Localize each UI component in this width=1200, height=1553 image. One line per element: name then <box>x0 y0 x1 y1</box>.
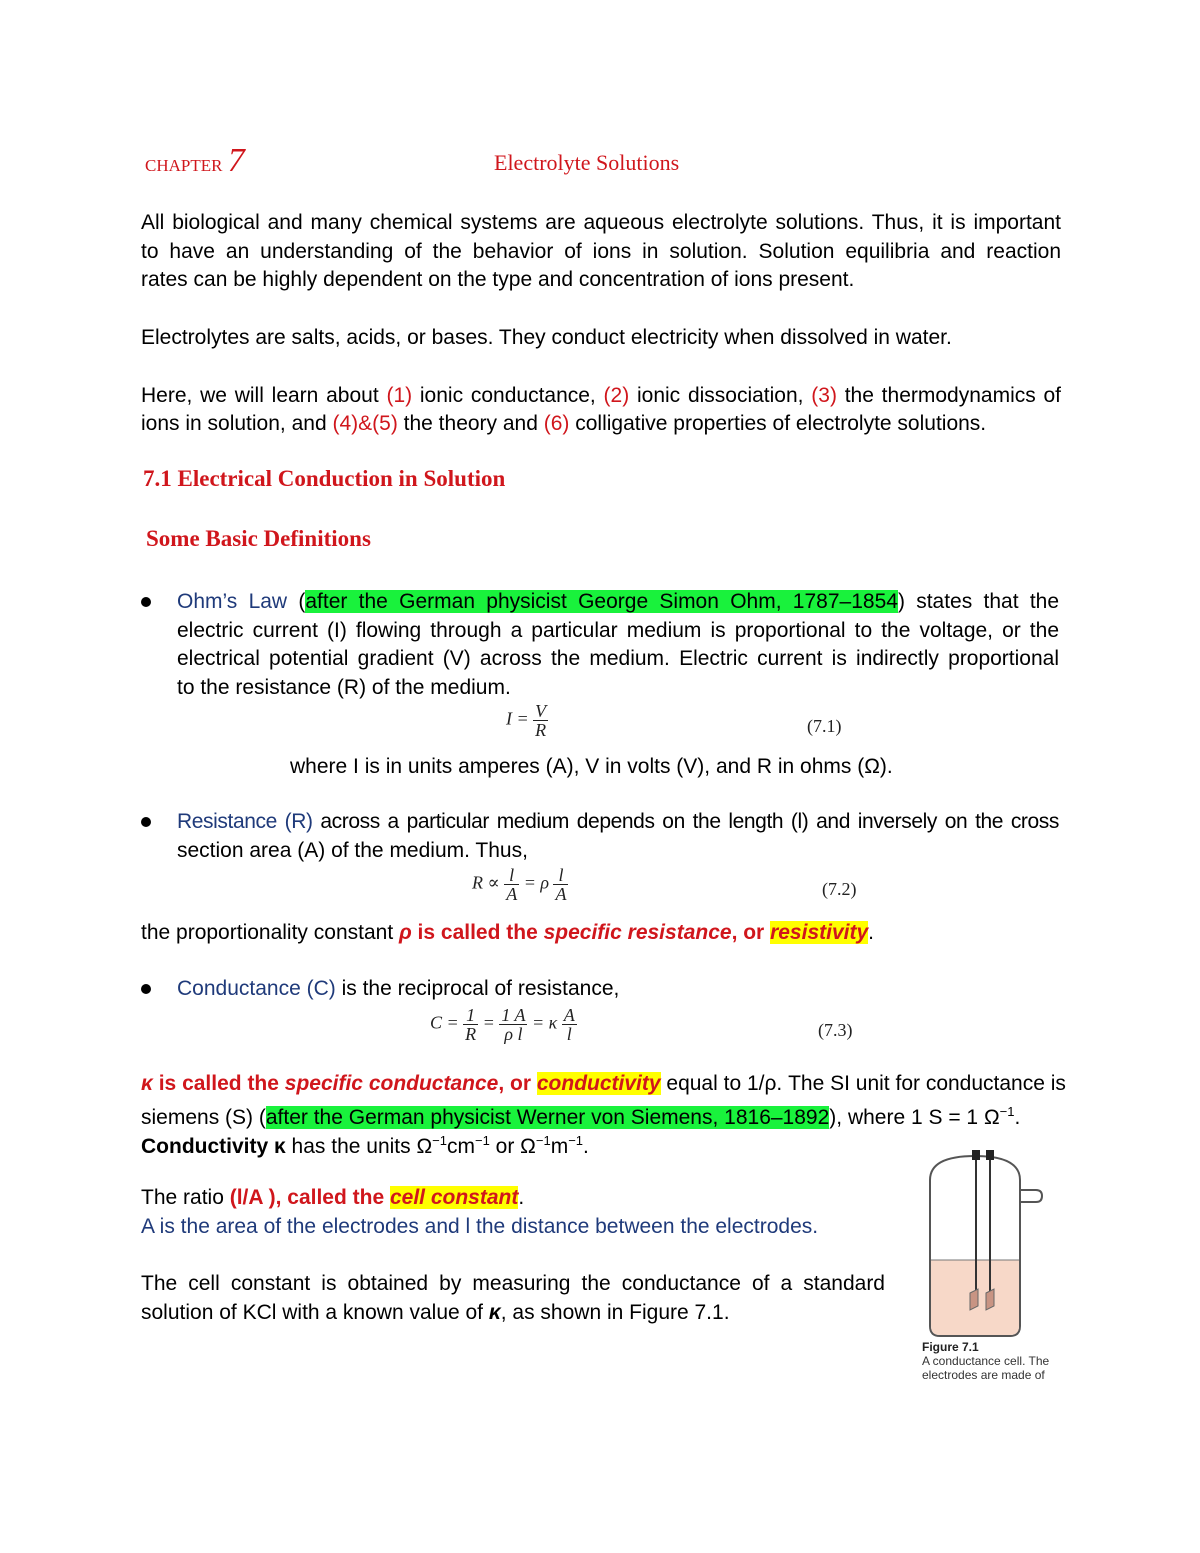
kappa-line-2: siemens (S) (after the German physicist Werner von Siemens, 1816–1892), where 1 S = 1 $\Omega^{-1}$. <box>141 1104 1021 1129</box>
figure-label: Figure 7.1 <box>922 1340 979 1354</box>
conductance-line-1: Conductance (C) is the reciprocal of resistance, <box>177 977 620 1000</box>
figure-caption-line-2: electrodes are made of <box>922 1368 1045 1382</box>
electrode-area-line: A is the area of the electrodes and l the distance between the electrodes. <box>141 1215 819 1238</box>
cell-constant-text-2: solution of KCl with a known value of κ, as shown in Figure 7.1. <box>141 1301 730 1324</box>
resistance-term: Resistance (R) <box>177 810 313 833</box>
resistance-line-1: Resistance (R) across a particular medium depends on the length (l) and inversely on the cross <box>177 810 1059 833</box>
ohm-line-4: to the resistance (R) of the medium. <box>177 676 511 699</box>
equation-7-1-label: (7.1) <box>807 716 842 736</box>
conductance-cell-figure <box>920 1150 1050 1340</box>
ohm-units: where I is in units amperes (A), V in volts (V), and R in ohms (Ω). <box>290 755 893 778</box>
subsection-heading: Some Basic Definitions <box>146 526 371 551</box>
equation-7-3: C = $\frac{1}{R}$ = $\frac{1 A}{\text{ρ l}}$ = κ $\frac{A}{l}$ <box>430 1005 575 1044</box>
topic-number-6: (6) <box>543 412 570 435</box>
topic-number-3: (3) <box>811 384 837 407</box>
intro-line-2: to have an understanding of the behavior of ions in solution. Solution equilibria and reaction <box>141 240 1061 263</box>
ohm-line-2: electric current (I) flowing through a particular medium is proportional to the voltage, or the <box>177 619 1059 642</box>
conductance-term: Conductance (C) <box>177 977 336 1000</box>
topics-line-1: Here, we will learn about (1) ionic conductance, (2) ionic dissociation, (3) the thermodynamics of <box>141 384 1062 407</box>
equation-7-2: R ∝ $\frac{l}{A}$ = ρ $\frac{l}{A}$ <box>472 865 567 904</box>
electrolytes-definition: Electrolytes are salts, acids, or bases. They conduct electricity when dissolved in water. <box>141 326 952 349</box>
ohm-line-3: electrical potential gradient (V) across the medium. Electric current is indirectly proportional <box>177 647 1059 670</box>
equation-7-1: I = $\frac{V}{R}$ <box>506 701 547 740</box>
equation-7-2-label: (7.2) <box>822 879 857 899</box>
topic-number-2: (2) <box>603 384 630 407</box>
bullet-icon <box>141 817 151 827</box>
figure-caption-line-1: A conductance cell. The <box>922 1354 1050 1368</box>
resistance-line-2: section area (A) of the medium. Thus, <box>177 839 528 862</box>
intro-line-3: rates can be highly dependent on the type and concentration of ions present. <box>141 268 855 291</box>
cell-constant-text-1: The cell constant is obtained by measuring the conductance of a standard <box>141 1272 885 1295</box>
kappa-symbol: κ <box>141 1072 153 1095</box>
topic-number-4-5: (4)&(5) <box>332 412 398 435</box>
siemens-highlight: after the German physicist Werner von Siemens, 1816–1892 <box>265 1106 830 1129</box>
chapter-number: 7 <box>227 142 245 179</box>
topic-number-1: (1) <box>386 384 413 407</box>
ohm-line-1: Ohm’s Law (after the German physicist George Simon Ohm, 1787–1854) states that the <box>177 590 1060 613</box>
chapter-title: Electrolyte Solutions <box>494 150 680 175</box>
cell-constant-line: The ratio (l/A ), called the cell constant. <box>141 1186 525 1209</box>
cell-constant-term: cell constant <box>389 1186 519 1209</box>
bullet-icon <box>141 597 151 607</box>
ohm-highlight: after the German physicist George Simon Ohm, 1787–1854 <box>305 590 898 613</box>
resistivity-term: resistivity <box>770 921 869 944</box>
conductivity-term: conductivity <box>536 1072 661 1095</box>
equation-7-3-label: (7.3) <box>818 1020 853 1040</box>
intro-line-1: All biological and many chemical systems are aqueous electrolyte solutions. Thus, it is important <box>141 211 1061 234</box>
section-heading: 7.1 Electrical Conduction in Solution <box>143 466 506 491</box>
resistivity-sentence: the proportionality constant ρ is called the specific resistance, or resistivity. <box>141 921 874 944</box>
topics-line-2: ions in solution, and (4)&(5) the theory and (6) colligative properties of electrolyte solutions. <box>141 412 987 435</box>
specific-conductance-term: specific conductance <box>284 1072 499 1095</box>
bullet-icon <box>141 984 151 994</box>
specific-resistance-term: specific resistance <box>543 921 732 944</box>
rho-symbol: ρ <box>399 921 412 944</box>
kappa-line-1: κ is called the specific conductance, or conductivity equal to 1/ρ. The SI unit for conductance is <box>141 1072 1066 1095</box>
chapter-word: CHAPTER <box>145 156 223 175</box>
kappa-line-3: Conductivity κ has the units $\Omega^{-1}cm^{-1}$ or $\Omega^{-1}m^{-1}$. <box>141 1133 589 1158</box>
ohm-term: Ohm’s Law <box>177 590 288 613</box>
chapter-label <box>145 142 245 180</box>
